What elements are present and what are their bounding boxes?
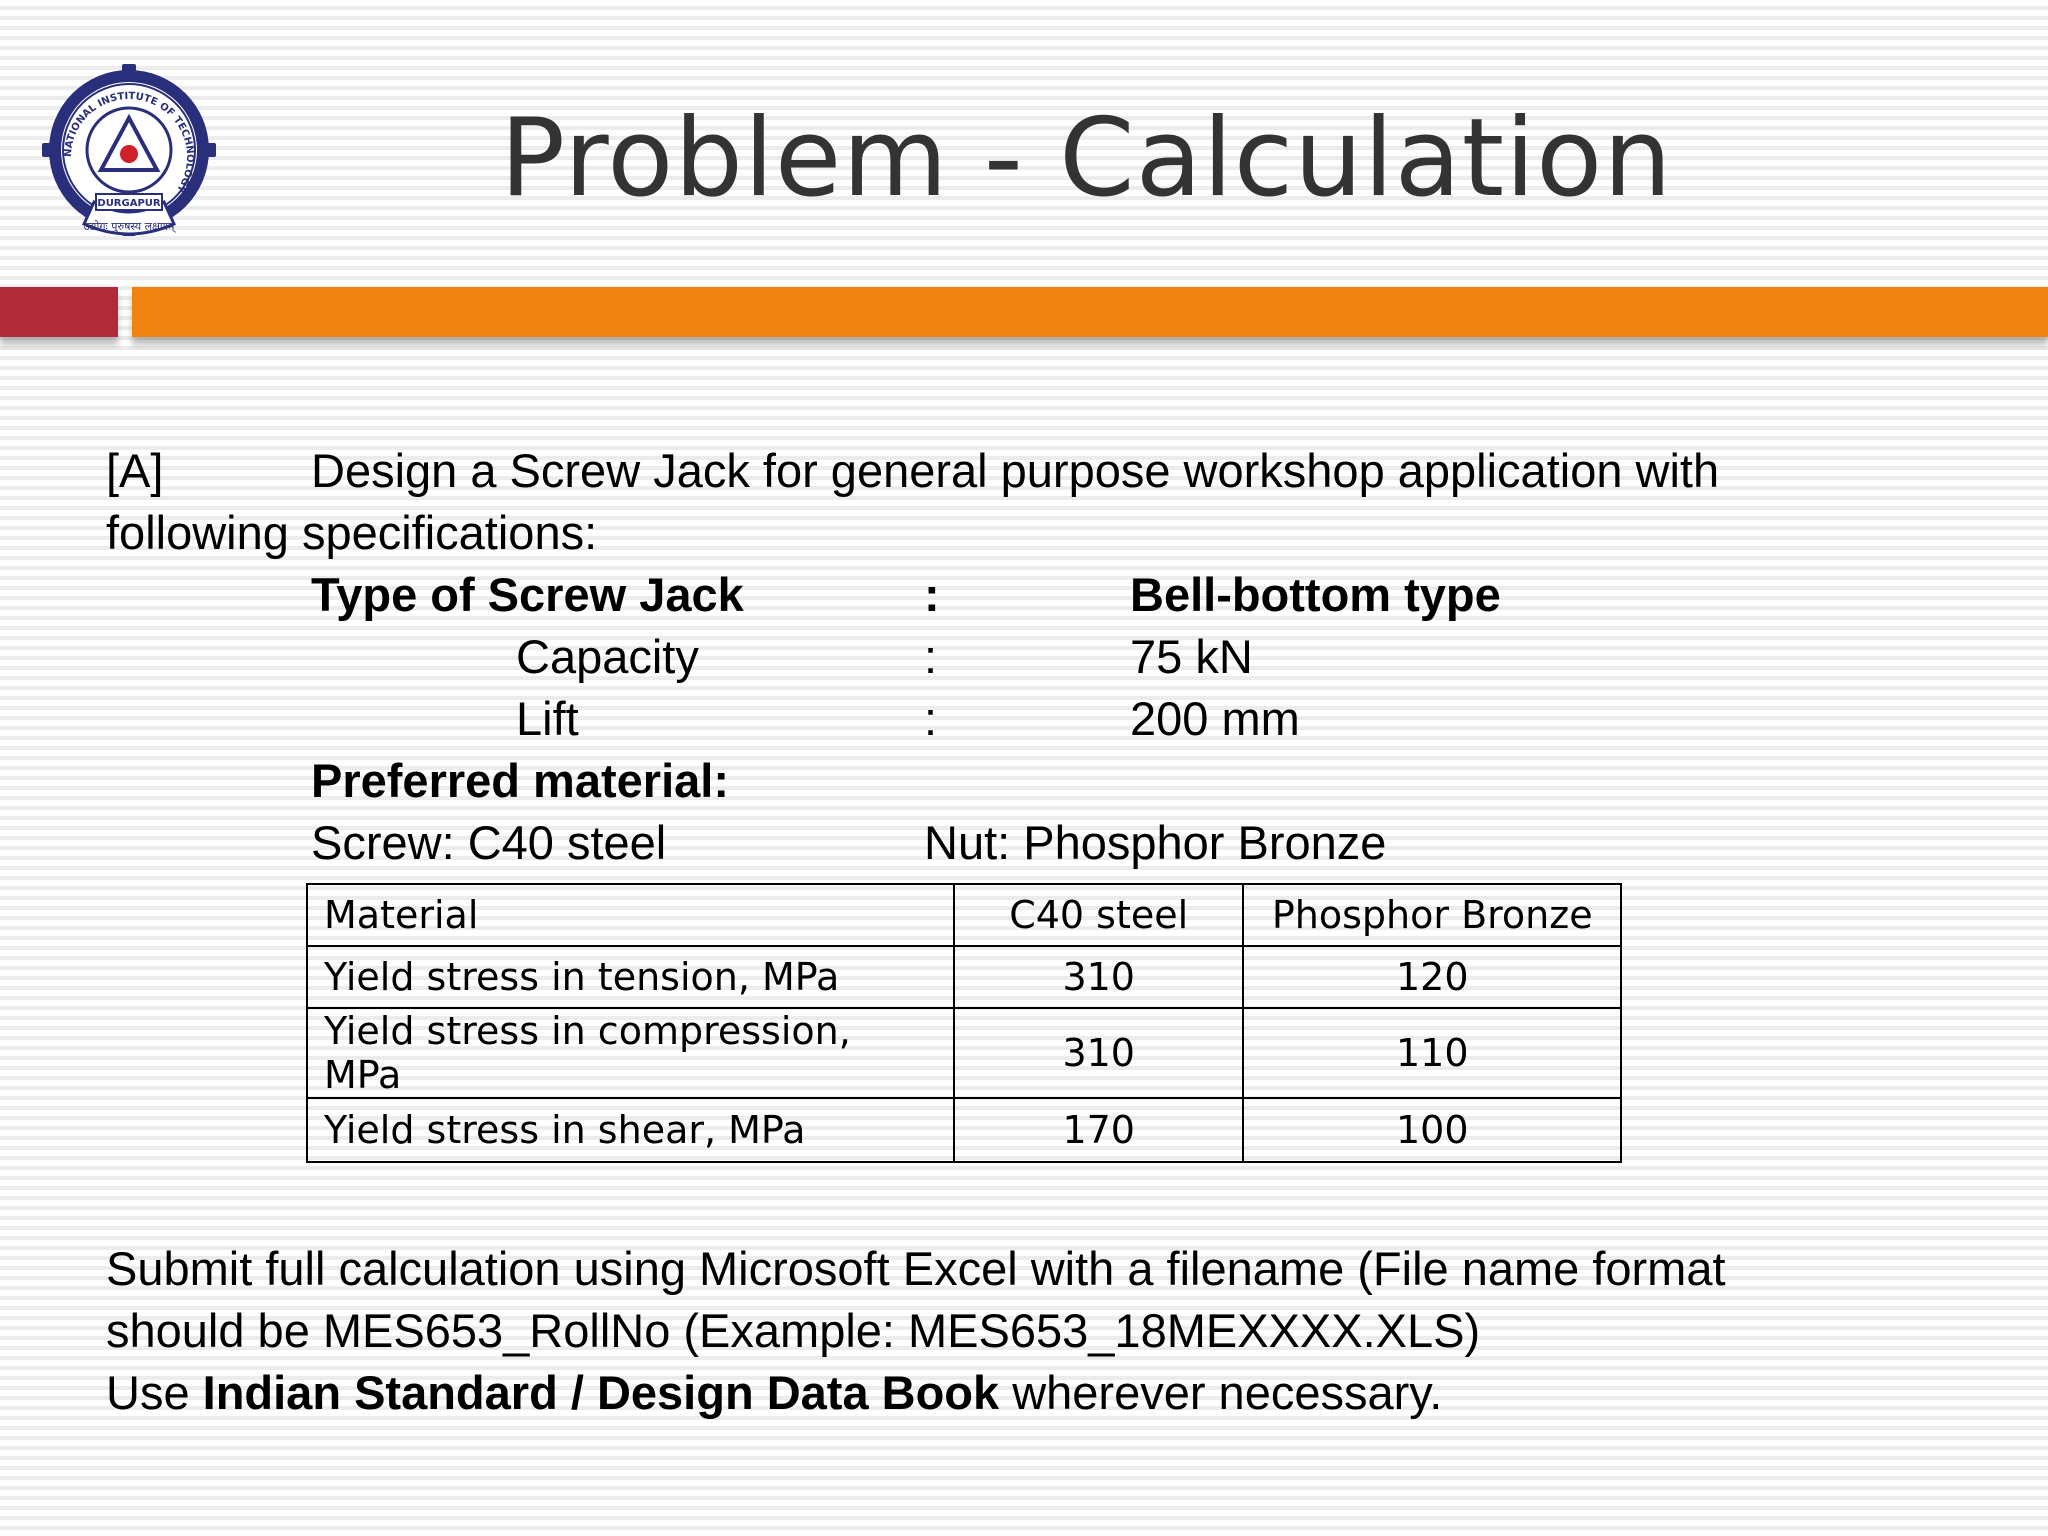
problem-intro-text: Design a Screw Jack for general purpose workshop application with [311, 444, 1720, 497]
table-header-bronze: Phosphor Bronze [1243, 884, 1621, 946]
table-header-material: Material [307, 884, 954, 946]
accent-bar-red [0, 287, 118, 337]
spec-sep-type: : [924, 568, 940, 621]
table-cell: Yield stress in tension, MPa [307, 946, 954, 1008]
logo-motto-text: उद्योगः पुरुषस्य लक्षणम् [83, 220, 175, 233]
accent-bar-orange [132, 287, 2048, 337]
spec-label-lift: Lift [516, 692, 579, 745]
table-header-row [307, 884, 1621, 946]
table-cell: Yield stress in shear, MPa [307, 1098, 954, 1162]
logo-city-text: DURGAPUR [97, 198, 161, 209]
instruction-line-1: Submit full calculation using Microsoft Excel with a filename (File name format [106, 1242, 1726, 1295]
spec-value-capacity: 75 kN [1130, 630, 1253, 683]
instruction-line-3-bold: Indian Standard / Design Data Book [202, 1366, 1000, 1419]
table-cell: 120 [1243, 946, 1621, 1008]
material-nut: Nut: Phosphor Bronze [924, 816, 1387, 869]
table-cell: 310 [954, 946, 1244, 1008]
material-properties-table [306, 883, 1622, 1163]
table-row [307, 946, 1621, 1008]
table-row [307, 1098, 1621, 1162]
submission-instructions [106, 1238, 2006, 1424]
problem-intro-text-line2: following specifications: [106, 506, 598, 559]
spec-label-capacity: Capacity [516, 630, 699, 683]
material-screw: Screw: C40 steel [311, 816, 667, 869]
problem-intro [106, 440, 1946, 564]
table-cell: 310 [954, 1008, 1244, 1098]
spec-value-type: Bell-bottom type [1130, 568, 1501, 621]
spec-sep-capacity: : [924, 630, 938, 683]
logo-ring-text: NATIONAL INSTITUTE OF TECHNOLOGY [62, 90, 196, 195]
spec-value-lift: 200 mm [1130, 692, 1300, 745]
problem-tag: [A] [106, 444, 164, 497]
instruction-line-2: should be MES653_RollNo (Example: MES653_18MEXXXX.XLS) [106, 1304, 1481, 1357]
table-cell: 100 [1243, 1098, 1621, 1162]
table-header-c40: C40 steel [954, 884, 1244, 946]
instruction-line-3 [106, 1362, 2006, 1424]
table-cell: 110 [1243, 1008, 1621, 1098]
instruction-line-3-pre: Use [106, 1366, 203, 1419]
institute-logo [34, 62, 224, 252]
slide-title: Problem - Calculation [500, 96, 1673, 221]
spec-sep-lift: : [924, 692, 938, 745]
spec-label-type: Type of Screw Jack [311, 568, 744, 621]
table-cell: Yield stress in compression, MPa [307, 1008, 954, 1098]
instruction-line-3-post: wherever necessary. [999, 1366, 1443, 1419]
table-cell: 170 [954, 1098, 1244, 1162]
material-heading: Preferred material: [311, 754, 729, 807]
table-row [307, 1008, 1621, 1098]
